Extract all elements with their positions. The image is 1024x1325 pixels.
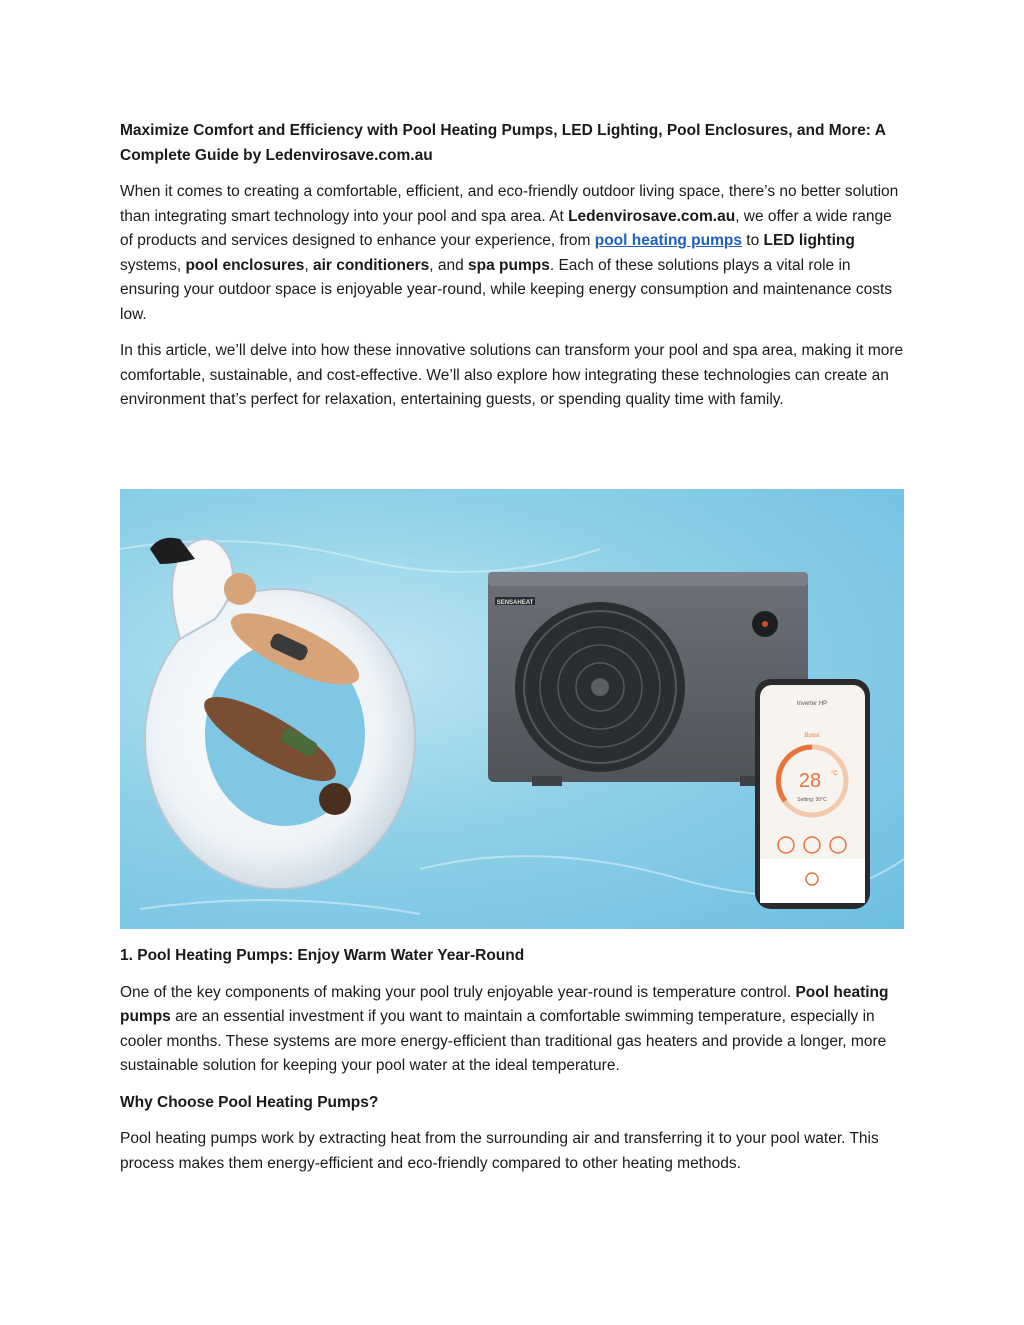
section-pool-heating-pumps xyxy=(120,944,904,1188)
spa-pumps-term: spa pumps xyxy=(468,256,550,274)
pool-heating-pumps-link[interactable]: pool heating pumps xyxy=(594,232,742,249)
phone-setting: Setting: 30°C xyxy=(797,797,827,803)
pool-heating-pumps-term: Pool heating pumps xyxy=(120,983,889,1025)
swan-float xyxy=(145,538,415,889)
page-title: Maximize Comfort and Efficiency with Pool Heating Pumps, LED Lighting, Pool Enclosures, and More: A Complete Guide by Ledenvirosave.com.au xyxy=(120,122,886,164)
phone-unit: °C xyxy=(831,771,838,777)
intro-text-e: , xyxy=(304,256,313,274)
led-lighting-term: LED lighting xyxy=(763,232,855,249)
hero-illustration xyxy=(120,489,904,929)
pool-enclosures-term: pool enclosures xyxy=(185,256,305,274)
intro-paragraph-1 xyxy=(120,180,904,327)
hero-image xyxy=(120,489,904,929)
intro-text-c: to xyxy=(742,232,764,249)
brand-name: Ledenvirosave.com.au xyxy=(568,207,736,225)
phone-temperature: 28 xyxy=(798,770,822,792)
unit-brand-label: SENSAHEAT xyxy=(496,600,534,606)
phone-mode: Boost xyxy=(804,733,820,739)
intro-paragraph-2: In this article, we’ll delve into how these innovative solutions can transform your pool and spa area, making it more comfortable, sustainable, and cost-effective. We’ll also explore how integrating these technologies can create an environment that’s perfect for relaxation, entertaining guests, or spending quality time with family. xyxy=(120,342,904,408)
section-paragraph-1 xyxy=(120,981,904,1079)
section-text-b: are an essential investment if you want to maintain a comfortable swimming temperature, especially in cooler months. These systems are more energy-efficient than traditional gas heaters and provide a longer, more sustainable solution for keeping your pool water at the ideal temperature. xyxy=(120,1008,887,1074)
air-conditioners-term: air conditioners xyxy=(312,256,430,274)
intro-text-d: systems, xyxy=(120,256,186,274)
intro-text-f: , and xyxy=(429,256,469,274)
phone-header: Inverter HP xyxy=(796,701,828,707)
intro-text-b: , we offer a wide range of products and services designed to enhance your experience, from xyxy=(120,207,892,249)
section-subheading: Why Choose Pool Heating Pumps? xyxy=(120,1093,379,1111)
intro-text-g: . Each of these solutions plays a vital role in ensuring your outdoor space is enjoyable year-round, while keeping energy consumption and maintenance costs low. xyxy=(120,256,893,323)
section-text-a: One of the key components of making your pool truly enjoyable year-round is temperature control. xyxy=(120,983,796,1001)
smartphone xyxy=(755,679,870,909)
intro-text-a: When it comes to creating a comfortable, efficient, and eco-friendly outdoor living space, there’s no better solution than integrating smart technology into your pool and spa area. At xyxy=(120,183,899,225)
intro-section xyxy=(120,119,904,425)
section-heading: 1. Pool Heating Pumps: Enjoy Warm Water Year-Round xyxy=(120,947,525,964)
section-paragraph-2: Pool heating pumps work by extracting heat from the surrounding air and transferring it to your pool water. This process makes them energy-efficient and eco-friendly compared to other heating methods. xyxy=(120,1130,879,1172)
